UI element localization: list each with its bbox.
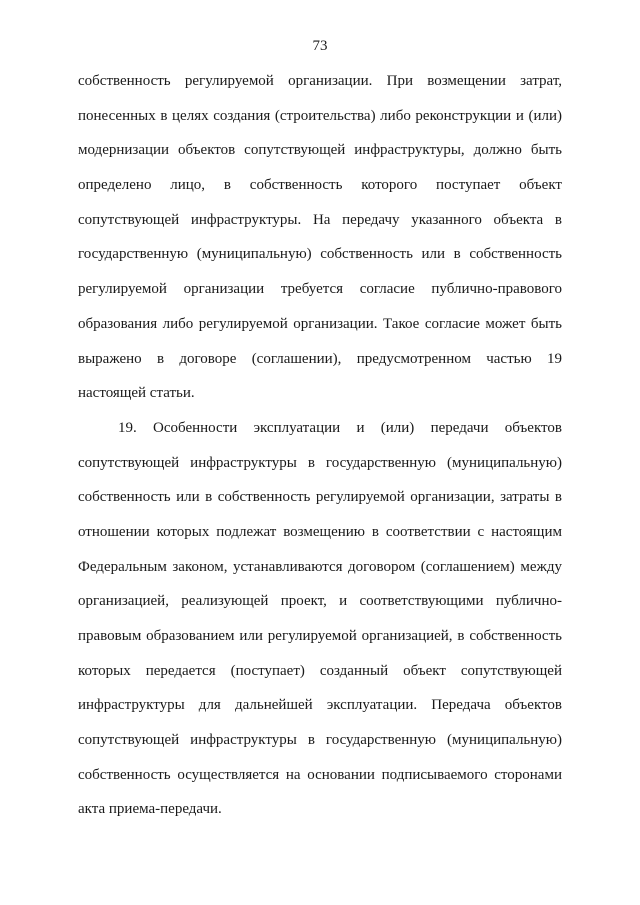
text-line: отношении которых подлежат возмещению в соответствии с настоящим: [78, 523, 562, 540]
text-line: регулируемой организации требуется согласие публично-правового: [78, 281, 562, 298]
text-line: инфраструктуры для дальнейшей эксплуатации. Передача объектов: [78, 697, 562, 714]
text-line: акта приема-передачи.: [78, 801, 222, 818]
text-line: собственность или в собственность регулируемой организации, затраты в: [78, 489, 562, 506]
text-line: настоящей статьи.: [78, 385, 195, 402]
document-body: [78, 68, 562, 831]
page-number: 73: [312, 38, 328, 54]
text-line: сопутствующей инфраструктуры в государственную (муниципальную): [78, 732, 562, 749]
paragraph-2: [78, 415, 562, 831]
paragraph-1: [78, 68, 562, 415]
text-line: выражено в договоре (соглашении), предусмотренном частью 19: [78, 350, 562, 367]
text-line: Федеральным законом, устанавливаются договором (соглашением) между: [78, 558, 562, 575]
text-line: 19. Особенности эксплуатации и (или) передачи объектов: [118, 419, 562, 436]
text-line: собственность регулируемой организации. При возмещении затрат,: [78, 73, 562, 89]
text-line: организацией, реализующей проект, и соответствующими публично-: [78, 593, 562, 610]
text-line: государственную (муниципальную) собственность или в собственность: [78, 246, 562, 263]
text-line: которых передается (поступает) созданный объект сопутствующей: [78, 662, 562, 679]
text-line: сопутствующей инфраструктуры в государственную (муниципальную): [78, 454, 562, 471]
text-line: сопутствующей инфраструктуры. На передачу указанного объекта в: [78, 211, 562, 228]
text-line: понесенных в целях создания (строительства) либо реконструкции и (или): [78, 107, 562, 124]
text-line: собственность осуществляется на основании подписываемого сторонами: [78, 766, 562, 783]
text-line: образования либо регулируемой организации. Такое согласие может быть: [78, 315, 562, 332]
text-line: модернизации объектов сопутствующей инфраструктуры, должно быть: [78, 142, 562, 159]
text-line: определено лицо, в собственность которого поступает объект: [78, 177, 562, 194]
text-line: правовым образованием или регулируемой организацией, в собственность: [78, 628, 562, 644]
